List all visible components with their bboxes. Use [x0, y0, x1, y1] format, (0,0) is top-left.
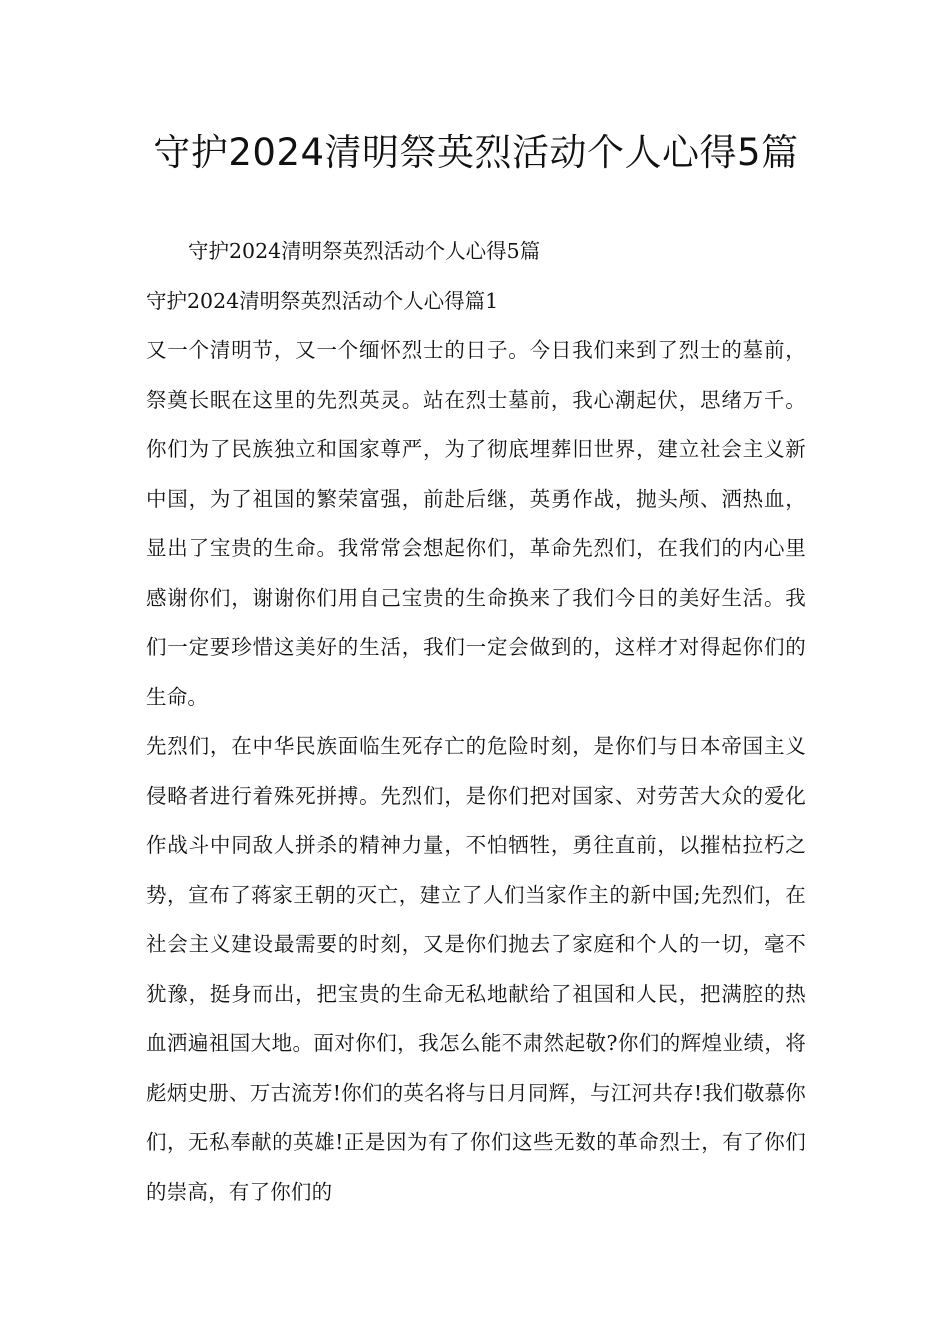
document-subtitle: 守护2024清明祭英烈活动个人心得5篇 — [188, 239, 541, 263]
document-title: 守护2024清明祭英烈活动个人心得5篇 — [153, 131, 799, 174]
paragraph-1: 又一个清明节，又一个缅怀烈士的日子。今日我们来到了烈士的墓前，祭奠长眠在这里的先烈英灵。站在烈士墓前，我心潮起伏，思绪万千。你们为了民族独立和国家尊严，为了彻底埋葬旧世界，建立社会主义新中国，为了祖国的繁荣富强，前赴后继，英勇作战，抛头颅、洒热血，显出了宝贵的生命。我常常会想起你们，革命先烈们，在我们的内心里感谢你们，谢谢你们用自己宝贵的生命换来了我们今日的美好生活。我们一定要珍惜这美好的生活，我们一定会做到的，这样才对得起你们的生命。 — [146, 338, 806, 709]
paragraph-2: 先烈们，在中华民族面临生死存亡的危险时刻，是你们与日本帝国主义侵略者进行着殊死拼搏。先烈们，是你们把对国家、对劳苦大众的爱化作战斗中同敌人拼杀的精神力量，不怕牺牲，勇往直前，以摧枯拉朽之势，宣布了蒋家王朝的灭亡，建立了人们当家作主的新中国;先烈们，在社会主义建设最需要的时刻，又是你们抛去了家庭和个人的一切，毫不犹豫，挺身而出，把宝贵的生命无私地献给了祖国和人民，把满腔的热血洒遍祖国大地。面对你们，我怎么能不肃然起敬?你们的辉煌业绩，将彪炳史册、万古流芳!你们的英名将与日月同辉，与江河共存!我们敬慕你们，无私奉献的英雄!正是因为有了你们这些无数的革命烈士，有了你们的崇高，有了你们的 — [146, 734, 806, 1204]
body-text — [146, 326, 806, 1217]
section-heading: 守护2024清明祭英烈活动个人心得篇1 — [146, 289, 499, 313]
